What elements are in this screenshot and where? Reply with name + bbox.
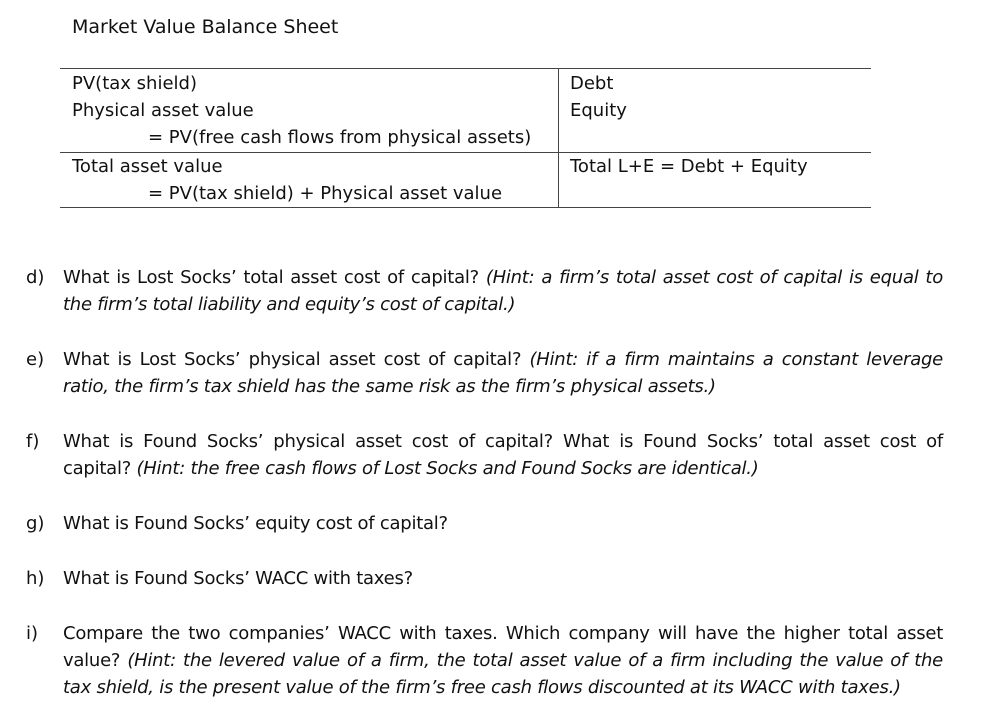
question-body	[63, 346, 943, 400]
question-letter: g)	[26, 513, 45, 534]
table-bottom-rule	[60, 207, 871, 208]
debt-label: Debt	[570, 73, 614, 94]
physical-asset-formula: = PV(free cash flows from physical assets)	[148, 127, 532, 148]
equity-label: Equity	[570, 100, 627, 121]
physical-asset-value-label: Physical asset value	[72, 100, 254, 121]
total-liabilities-equity-label: Total L+E = Debt + Equity	[570, 156, 808, 177]
question-hint: (Hint: a firm’s total asset cost of capital is equal to the firm’s total liability and equity’s cost of capital.)	[63, 267, 943, 315]
question-letter: e)	[26, 349, 45, 370]
question-body	[63, 565, 943, 592]
pv-tax-shield-label: PV(tax shield)	[72, 73, 197, 94]
question-letter: i)	[26, 623, 39, 644]
question-letter: d)	[26, 267, 45, 288]
question-hint: (Hint: the levered value of a firm, the total asset value of a firm including the value of the tax shield, is the present value of the firm’s free cash flows discounted at its WACC with taxes.)	[63, 650, 943, 698]
table-column-divider	[558, 68, 559, 208]
question-text: What is Found Socks’ WACC with taxes?	[63, 568, 413, 589]
question-body	[63, 510, 943, 537]
question-hint: (Hint: the free cash flows of Lost Socks and Found Socks are identical.)	[136, 458, 759, 479]
total-asset-value-label: Total asset value	[72, 156, 223, 177]
question-body	[63, 428, 943, 482]
question-text: What is Found Socks’ physical asset cost of capital? What is Found Socks’ total asset cost of capital?	[63, 431, 943, 479]
table-top-rule	[60, 68, 871, 69]
balance-sheet-title: Market Value Balance Sheet	[72, 16, 339, 38]
question-body	[63, 620, 943, 701]
question-text: What is Lost Socks’ physical asset cost of capital?	[63, 349, 530, 370]
question-text: Compare the two companies’ WACC with taxes. Which company will have the higher total asset value?	[63, 623, 943, 671]
question-text: What is Found Socks’ equity cost of capital?	[63, 513, 448, 534]
question-letter: h)	[26, 568, 45, 589]
question-hint: (Hint: if a firm maintains a constant leverage ratio, the firm’s tax shield has the same risk as the firm’s physical assets.)	[63, 349, 943, 397]
question-body	[63, 264, 943, 318]
question-letter: f)	[26, 431, 40, 452]
total-asset-formula: = PV(tax shield) + Physical asset value	[148, 183, 503, 204]
question-text: What is Lost Socks’ total asset cost of capital?	[63, 267, 486, 288]
balance-sheet-table	[60, 68, 871, 208]
